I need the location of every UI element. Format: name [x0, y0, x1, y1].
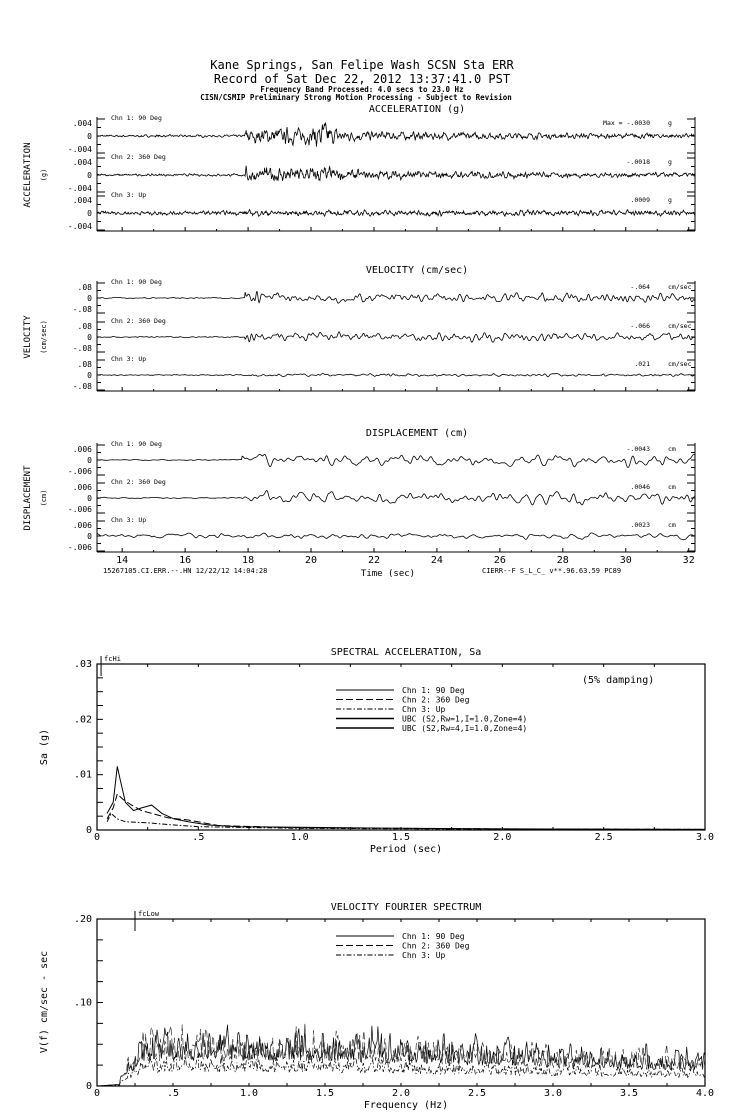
channel-max: .021 — [634, 360, 650, 368]
channel-label: Chn 2: 360 Deg — [111, 478, 166, 486]
channel-max: -.0018 — [626, 158, 650, 166]
x-tick-label: 2.5 — [467, 1088, 487, 1099]
y-axis-label: V(f) cm/sec - sec — [39, 950, 50, 1054]
y-tick-label: 0 — [85, 825, 92, 836]
panel-velocity — [23, 265, 695, 391]
marker-label: fcLow — [138, 910, 160, 918]
y-tick-label: 0 — [87, 132, 92, 141]
channel-max: .0023 — [630, 521, 650, 529]
x-tick-label: 24 — [430, 555, 443, 566]
channel-unit: cm/sec — [668, 283, 692, 291]
y-tick-label: .20 — [73, 914, 92, 925]
y-tick-label: .10 — [73, 997, 92, 1009]
header-band: Frequency Band Processed: 4.0 secs to 23.0 Hz — [260, 85, 464, 94]
x-tick-label: 22 — [367, 555, 380, 566]
y-tick-label: .08 — [77, 283, 92, 292]
y-tick-label: .004 — [72, 196, 92, 205]
panel-title: DISPLACEMENT (cm) — [365, 428, 469, 439]
legend-label: Chn 1: 90 Deg — [402, 932, 465, 941]
y-tick-label: 0 — [87, 494, 92, 503]
waveform-channel-3 — [97, 210, 695, 217]
waveform-channel-3 — [97, 373, 695, 376]
y-tick-label: .01 — [73, 769, 92, 781]
spectrum-3 — [39, 647, 714, 855]
x-tick-label: 18 — [242, 555, 255, 566]
legend-label: UBC (S2,Rw=4,I=1.0,Zone=4) — [402, 724, 528, 733]
channel-unit: g — [668, 119, 672, 127]
y-tick-label: .02 — [73, 714, 92, 726]
channel-max: .0046 — [630, 483, 650, 491]
x-tick-label: 32 — [682, 555, 695, 566]
legend-label: Chn 1: 90 Deg — [402, 686, 465, 695]
channel-max: -.064 — [630, 283, 650, 291]
channel-label: Chn 1: 90 Deg — [111, 440, 162, 448]
channel-unit: cm — [668, 445, 676, 453]
x-tick-label: 3.5 — [619, 1088, 639, 1099]
x-tick-label: 16 — [179, 555, 192, 566]
waveform-channel-1 — [97, 454, 695, 467]
x-tick-label: 26 — [493, 555, 506, 566]
y-tick-label: -.004 — [67, 222, 92, 231]
waveform-channel-2 — [97, 491, 695, 505]
legend-label: Chn 2: 360 Deg — [402, 695, 470, 705]
channel-label: Chn 3: Up — [111, 355, 147, 363]
footer-right: CIERR--F S_L_C_ v**.96.63.59 PC89 — [482, 567, 622, 575]
x-tick-label: 2.0 — [391, 1088, 411, 1099]
damping-note: (5% damping) — [582, 675, 655, 686]
sa-curve-channel-2 — [107, 794, 705, 829]
y-tick-label: .006 — [72, 445, 92, 454]
y-tick-label: .08 — [77, 360, 92, 369]
panel-yunit: (cm/sec) — [40, 320, 48, 354]
panel-acceleration — [23, 104, 695, 231]
y-tick-label: 0 — [87, 371, 92, 380]
y-tick-label: -.006 — [67, 543, 92, 552]
x-tick-label: 3.0 — [695, 832, 715, 843]
x-tick-label: 30 — [619, 555, 632, 566]
footer-left: 15267105.CI.ERR.--.HN 12/22/12 14:04:28 — [103, 567, 268, 575]
x-tick-label: 2.5 — [594, 832, 613, 843]
channel-max: Max = -.0030 — [603, 119, 650, 127]
waveform-channel-3 — [97, 533, 695, 540]
y-tick-label: -.08 — [72, 382, 92, 391]
x-tick-label: 1.0 — [239, 1088, 259, 1099]
x-tick-label: 2.0 — [493, 832, 512, 843]
plot-frame — [97, 664, 705, 830]
x-tick-label: 0 — [93, 832, 101, 843]
panel-ylabel: DISPLACEMENT — [23, 465, 33, 531]
channel-label: Chn 1: 90 Deg — [111, 278, 162, 286]
legend-label: UBC (S2,Rw=1,I=1.0,Zone=4) — [402, 714, 528, 724]
y-tick-label: 0 — [87, 294, 92, 303]
panel-yunit: (cm) — [40, 489, 48, 507]
channel-unit: cm/sec — [668, 322, 692, 330]
x-axis-label: Period (sec) — [369, 844, 443, 855]
waveform-channel-2 — [97, 166, 695, 181]
x-tick-label: 20 — [304, 555, 318, 566]
x-tick-label: 14 — [116, 555, 129, 566]
spectrum-title: SPECTRAL ACCELERATION, Sa — [330, 647, 482, 658]
y-tick-label: .004 — [72, 119, 92, 128]
x-tick-label: 3.0 — [543, 1088, 563, 1099]
channel-label: Chn 3: Up — [111, 191, 147, 199]
sa-curve-channel-1 — [107, 766, 705, 829]
x-tick-label: .5 — [166, 1088, 180, 1099]
x-tick-label: 1.5 — [315, 1088, 335, 1099]
y-tick-label: 0 — [87, 209, 92, 218]
panel-title: VELOCITY (cm/sec) — [365, 265, 469, 276]
panel-displacement — [23, 428, 695, 579]
y-tick-label: .08 — [77, 322, 92, 331]
channel-unit: g — [668, 158, 672, 166]
header-disclaimer: CISN/CSMIP Preliminary Strong Motion Processing - Subject to Revision — [200, 93, 512, 102]
y-tick-label: 0 — [87, 333, 92, 342]
channel-label: Chn 3: Up — [111, 516, 147, 524]
panel-yunit: (g) — [40, 168, 48, 182]
fourier-curve-channel-3 — [97, 1054, 705, 1087]
legend-label: Chn 3: Up — [402, 705, 446, 714]
y-tick-label: -.006 — [67, 467, 92, 476]
channel-label: Chn 2: 360 Deg — [111, 153, 166, 161]
x-axis-label: Frequency (Hz) — [363, 1100, 449, 1111]
y-tick-label: .006 — [72, 521, 92, 530]
channel-label: Chn 2: 360 Deg — [111, 317, 166, 325]
y-tick-label: -.004 — [67, 145, 92, 154]
y-tick-label: 0 — [85, 1081, 92, 1092]
legend-label: Chn 3: Up — [402, 951, 446, 960]
y-tick-label: -.08 — [72, 344, 92, 353]
channel-label: Chn 1: 90 Deg — [111, 114, 162, 122]
x-tick-label: 28 — [556, 555, 569, 566]
y-tick-label: .006 — [72, 483, 92, 492]
channel-max: .0009 — [630, 196, 650, 204]
spectrum-title: VELOCITY FOURIER SPECTRUM — [330, 902, 482, 913]
channel-max: -.0043 — [626, 445, 650, 453]
y-tick-label: -.006 — [67, 505, 92, 514]
channel-unit: cm — [668, 483, 676, 491]
channel-unit: cm — [668, 521, 676, 529]
y-tick-label: .03 — [73, 659, 92, 670]
header — [200, 58, 514, 102]
waveform-channel-2 — [97, 332, 695, 343]
x-axis-label: Time (sec) — [360, 569, 416, 579]
header-station: Kane Springs, San Felipe Wash SCSN Sta ERR — [210, 58, 514, 72]
x-tick-label: 0 — [93, 1088, 101, 1099]
header-record: Record of Sat Dec 22, 2012 13:37:41.0 PST — [213, 72, 511, 86]
channel-max: -.066 — [630, 322, 650, 330]
marker-label: fcHi — [104, 655, 121, 663]
plot-frame — [97, 919, 705, 1086]
x-tick-label: 1.5 — [391, 832, 411, 843]
y-tick-label: -.08 — [72, 305, 92, 314]
legend-label: Chn 2: 360 Deg — [402, 941, 470, 951]
spectrum-4 — [39, 902, 714, 1111]
x-tick-label: .5 — [192, 832, 205, 843]
y-tick-label: 0 — [87, 456, 92, 465]
y-tick-label: .004 — [72, 158, 92, 167]
y-axis-label: Sa (g) — [39, 728, 50, 766]
y-tick-label: 0 — [87, 532, 92, 541]
panel-ylabel: ACCELERATION — [23, 142, 33, 208]
x-tick-label: 4.0 — [695, 1088, 715, 1099]
channel-unit: cm/sec — [668, 360, 692, 368]
panel-ylabel: VELOCITY — [23, 315, 33, 359]
y-tick-label: -.004 — [67, 184, 92, 193]
waveform-channel-1 — [97, 292, 695, 304]
x-tick-label: 1.0 — [290, 832, 309, 843]
channel-unit: g — [668, 196, 672, 204]
y-tick-label: 0 — [87, 171, 92, 180]
panel-title: ACCELERATION (g) — [368, 104, 466, 115]
plots — [23, 104, 714, 1111]
